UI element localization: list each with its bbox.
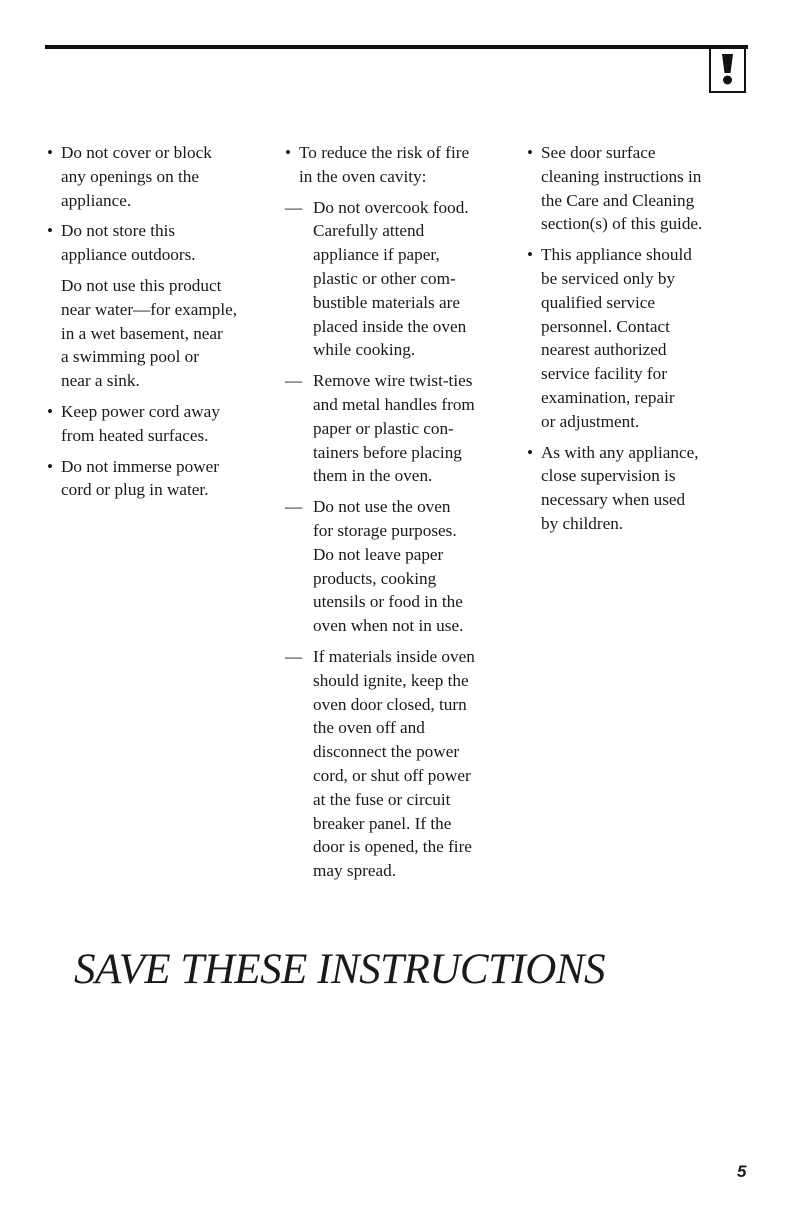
dash-item [285,369,507,488]
text-line: for storage purposes. [313,520,457,540]
text-line: be serviced only by [541,268,676,288]
bullet-icon: • [285,143,292,162]
header-rule [45,45,748,49]
text-line: breaker panel. If the [313,813,452,833]
bullet-item [527,141,759,236]
text-line: appliance outdoors. [61,245,196,265]
save-instructions-title: SAVE THESE INSTRUCTIONS [74,946,606,993]
dash-marker: — [285,497,303,517]
text-line: close supervision is [541,466,676,486]
text-line: bustible materials are [313,292,460,312]
bullet-icon: • [47,143,54,162]
text-line: paper or plastic con- [313,418,454,438]
text-line: nearest authorized [541,340,667,360]
text-line: the oven off and [313,718,425,738]
text-line: a swimming pool or [61,347,199,367]
bullet-item [47,219,262,267]
bullet-item [47,455,262,503]
bullet-icon: • [47,401,54,421]
text-line: products, cooking [313,568,437,588]
text-line: section(s) of this guide. [541,214,703,234]
text-line: Do not store this [61,221,176,241]
column-left [47,141,262,509]
bullet-icon: • [527,143,534,162]
column-middle [285,141,507,890]
bullet-icon: • [527,245,534,265]
text-line: the Care and Cleaning [541,190,695,210]
text-line: them in the oven. [313,466,433,486]
text-line: utensils or food in the [313,592,463,612]
text-line: personnel. Contact [541,316,670,336]
text-line: from heated surfaces. [61,425,209,445]
dash-marker: — [285,646,303,666]
bullet-icon: • [527,442,534,462]
text-line: or adjustment. [541,411,640,431]
text-line: placed inside the oven [313,316,467,336]
text-line: appliance if paper, [313,245,440,265]
text-line: plastic or other com- [313,268,456,288]
text-line: Do not use the oven [313,497,451,517]
text-line: near water—for example, [61,299,238,319]
text-line: service facility for [541,364,667,384]
text-line: Remove wire twist-ties [313,371,473,391]
text-line: by children. [541,513,624,533]
text-line: and metal handles from [313,394,475,414]
text-line: may spread. [313,861,397,881]
text-line: See door surface [541,143,656,162]
text-line: in the oven cavity: [299,166,427,186]
text-line: near a sink. [61,371,140,391]
column-right [527,141,759,543]
text-line: This appliance should [541,245,692,265]
warning-box [709,49,746,93]
text-line: Keep power cord away [61,401,220,421]
bullet-icon: • [47,221,54,241]
text-line: any openings on the [61,166,199,186]
text-line: Do not overcook food. [313,197,469,217]
text-line: cord or plug in water. [61,480,209,500]
page-number: 5 [737,1162,747,1181]
text-line: while cooking. [313,340,416,360]
text-line: oven door closed, turn [313,694,467,714]
text-line: examination, repair [541,387,675,407]
dash-item [285,645,507,883]
text-line: in a wet basement, near [61,323,223,343]
dash-marker: — [285,371,303,391]
text-line: cord, or shut off power [313,765,471,785]
dash-item [285,495,507,638]
text-line: disconnect the power [313,742,460,762]
text-line: appliance. [61,190,132,210]
text-line: Carefully attend [313,221,425,241]
bullet-item [47,400,262,448]
bullet-item [527,243,759,433]
text-line: Do not immerse power [61,456,219,476]
paragraph [47,274,262,393]
dash-marker: — [285,197,303,217]
text-line: If materials inside oven [313,646,475,666]
text-line: at the fuse or circuit [313,789,451,809]
text-line: To reduce the risk of fire [299,143,470,162]
text-line: Do not cover or block [61,143,212,162]
bullet-icon: • [47,456,54,476]
text-line: Do not leave paper [313,544,444,564]
text-line: door is opened, the fire [313,837,472,857]
dash-item [285,196,507,363]
exclamation-icon [719,54,736,86]
text-line: As with any appliance, [541,442,699,462]
bullet-item [47,141,262,212]
text-line: tainers before placing [313,442,462,462]
bullet-item [527,441,759,536]
text-line: oven when not in use. [313,616,464,636]
text-line: necessary when used [541,490,686,510]
text-line: should ignite, keep the [313,670,469,690]
text-line: qualified service [541,292,656,312]
text-line: cleaning instructions in [541,166,702,186]
text-line: Do not use this product [61,275,222,295]
bullet-item [285,141,507,189]
